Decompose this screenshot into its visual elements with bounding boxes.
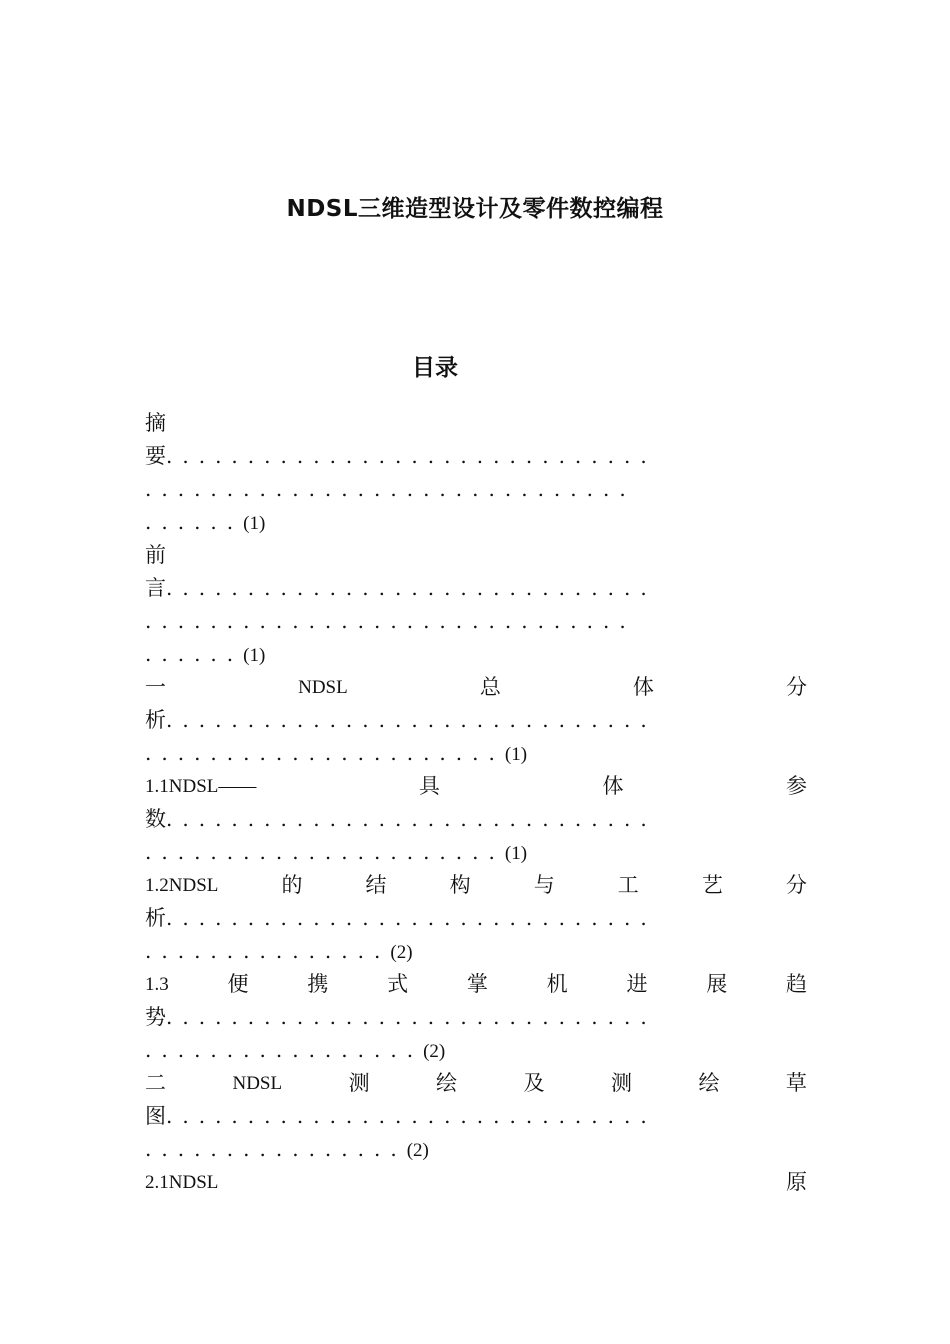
- toc-leader-dots: ..............................: [145, 609, 636, 633]
- toc-page-number: (2): [423, 1041, 446, 1062]
- toc-entry-word: 机: [546, 972, 568, 996]
- toc-line: [145, 638, 807, 671]
- toc-line: [145, 440, 807, 473]
- toc-leader-dots: ......: [145, 510, 244, 534]
- toc-entry-chapter-1[interactable]: [145, 671, 807, 770]
- toc-leader-dots: ................: [145, 1137, 407, 1161]
- toc-entry-section-1-1[interactable]: [145, 770, 807, 869]
- toc-entry-label: 析: [145, 906, 166, 930]
- toc-entry-word: 展: [706, 972, 728, 996]
- toc-leader-dots: ..............................: [145, 477, 636, 501]
- toc-entry-word: 原: [786, 1170, 807, 1194]
- toc-line: [145, 803, 807, 836]
- toc-line: [145, 506, 807, 539]
- toc-entry-word: 工: [617, 873, 639, 897]
- toc-entry-word: 与: [533, 873, 555, 897]
- document-title: NDSL三维造型设计及零件数控编程: [286, 196, 664, 222]
- toc-line: [145, 968, 807, 1001]
- toc-line: [145, 704, 807, 737]
- toc-leader-dots: ..............................: [166, 444, 657, 468]
- toc-line: [145, 539, 807, 572]
- toc-entry-word: 草: [785, 1071, 807, 1095]
- toc-entry-word: 绘: [436, 1071, 458, 1095]
- toc-line: [145, 671, 807, 704]
- toc-entry-label: 势: [145, 1005, 166, 1029]
- toc-entry-word: 便: [227, 972, 249, 996]
- toc-line: [145, 902, 807, 935]
- toc-entry-preface[interactable]: [145, 539, 807, 671]
- toc-line: [145, 605, 807, 638]
- toc-line: [145, 935, 807, 968]
- toc-line: [145, 836, 807, 869]
- toc-entry-word: 体: [602, 774, 624, 798]
- toc-line: [145, 1133, 807, 1166]
- toc-entry-word: 2.1NDSL: [145, 1172, 219, 1193]
- toc-leader-dots: ..............................: [166, 807, 657, 831]
- toc-entry-abstract[interactable]: [145, 407, 807, 539]
- toc-entry-word: 艺: [701, 873, 723, 897]
- toc-entry-word: 测: [348, 1071, 370, 1095]
- toc-line: [145, 1100, 807, 1133]
- toc-line: [145, 473, 807, 506]
- toc-line: [145, 1166, 807, 1199]
- toc-entry-word: 的: [281, 873, 303, 897]
- toc-line: [145, 869, 807, 902]
- toc-entry-word: 结: [365, 873, 387, 897]
- toc-leader-dots: .................: [145, 1038, 424, 1062]
- toc-entry-word: 1.1NDSL——: [145, 776, 257, 797]
- toc-entry-label: 摘: [145, 411, 166, 435]
- toc-entry-word: 分: [786, 675, 807, 699]
- toc-line: [145, 407, 807, 440]
- toc-entry-word: NDSL: [232, 1073, 283, 1094]
- toc-leader-dots: ..............................: [166, 1005, 657, 1029]
- toc-leader-dots: ...............: [145, 939, 391, 963]
- toc-heading: 目录: [412, 355, 458, 381]
- toc-entry-word: 1.2NDSL: [145, 875, 219, 896]
- toc-entry-word: 参: [785, 774, 807, 798]
- toc-leader-dots: ..............................: [166, 906, 657, 930]
- toc-line: [145, 572, 807, 605]
- toc-entry-word: 掌: [466, 972, 488, 996]
- toc-entry-label: 前: [145, 543, 166, 567]
- toc-entry-word: 携: [307, 972, 329, 996]
- toc-line: [145, 1001, 807, 1034]
- toc-leader-dots: ..............................: [166, 708, 657, 732]
- toc-line: [145, 770, 807, 803]
- toc-entry-chapter-2[interactable]: [145, 1067, 807, 1166]
- toc-entry-label: 析: [145, 708, 166, 732]
- toc-line: [145, 1067, 807, 1100]
- toc-entry-word: NDSL: [298, 677, 348, 698]
- table-of-contents: [145, 407, 807, 1199]
- toc-entry-label: 图: [145, 1104, 166, 1128]
- toc-entry-word: 一: [145, 675, 166, 699]
- toc-page-number: (1): [504, 843, 528, 864]
- toc-entry-word: 式: [387, 972, 409, 996]
- toc-entry-section-2-1[interactable]: [145, 1166, 807, 1199]
- toc-entry-word: 体: [632, 675, 654, 699]
- toc-entry-word: 进: [626, 972, 648, 996]
- toc-line: [145, 737, 807, 770]
- toc-entry-label: 要: [145, 444, 166, 468]
- toc-page-number: (1): [504, 744, 528, 765]
- toc-entry-word: 分: [785, 873, 807, 897]
- toc-entry-word: 二: [145, 1071, 166, 1095]
- toc-leader-dots: ......: [145, 642, 244, 666]
- toc-page-number: (2): [390, 942, 413, 963]
- toc-line: [145, 1034, 807, 1067]
- toc-page-number: (1): [243, 513, 266, 534]
- toc-leader-dots: ..............................: [166, 576, 657, 600]
- toc-entry-label: 数: [145, 807, 166, 831]
- toc-entry-word: 1.3: [145, 974, 169, 995]
- toc-leader-dots: ......................: [145, 840, 505, 864]
- toc-entry-label: 言: [145, 576, 166, 600]
- toc-entry-word: 绘: [698, 1071, 720, 1095]
- toc-entry-word: 构: [449, 873, 471, 897]
- toc-entry-word: 总: [479, 675, 501, 699]
- toc-entry-word: 测: [610, 1071, 632, 1095]
- toc-entry-word: 及: [523, 1071, 545, 1095]
- toc-entry-section-1-3[interactable]: [145, 968, 807, 1067]
- toc-entry-section-1-2[interactable]: [145, 869, 807, 968]
- toc-page-number: (1): [243, 645, 266, 666]
- toc-leader-dots: ......................: [145, 741, 505, 765]
- toc-leader-dots: ..............................: [166, 1104, 657, 1128]
- toc-entry-word: 具: [418, 774, 440, 798]
- toc-page-number: (2): [406, 1140, 429, 1161]
- toc-entry-word: 趋: [786, 972, 807, 996]
